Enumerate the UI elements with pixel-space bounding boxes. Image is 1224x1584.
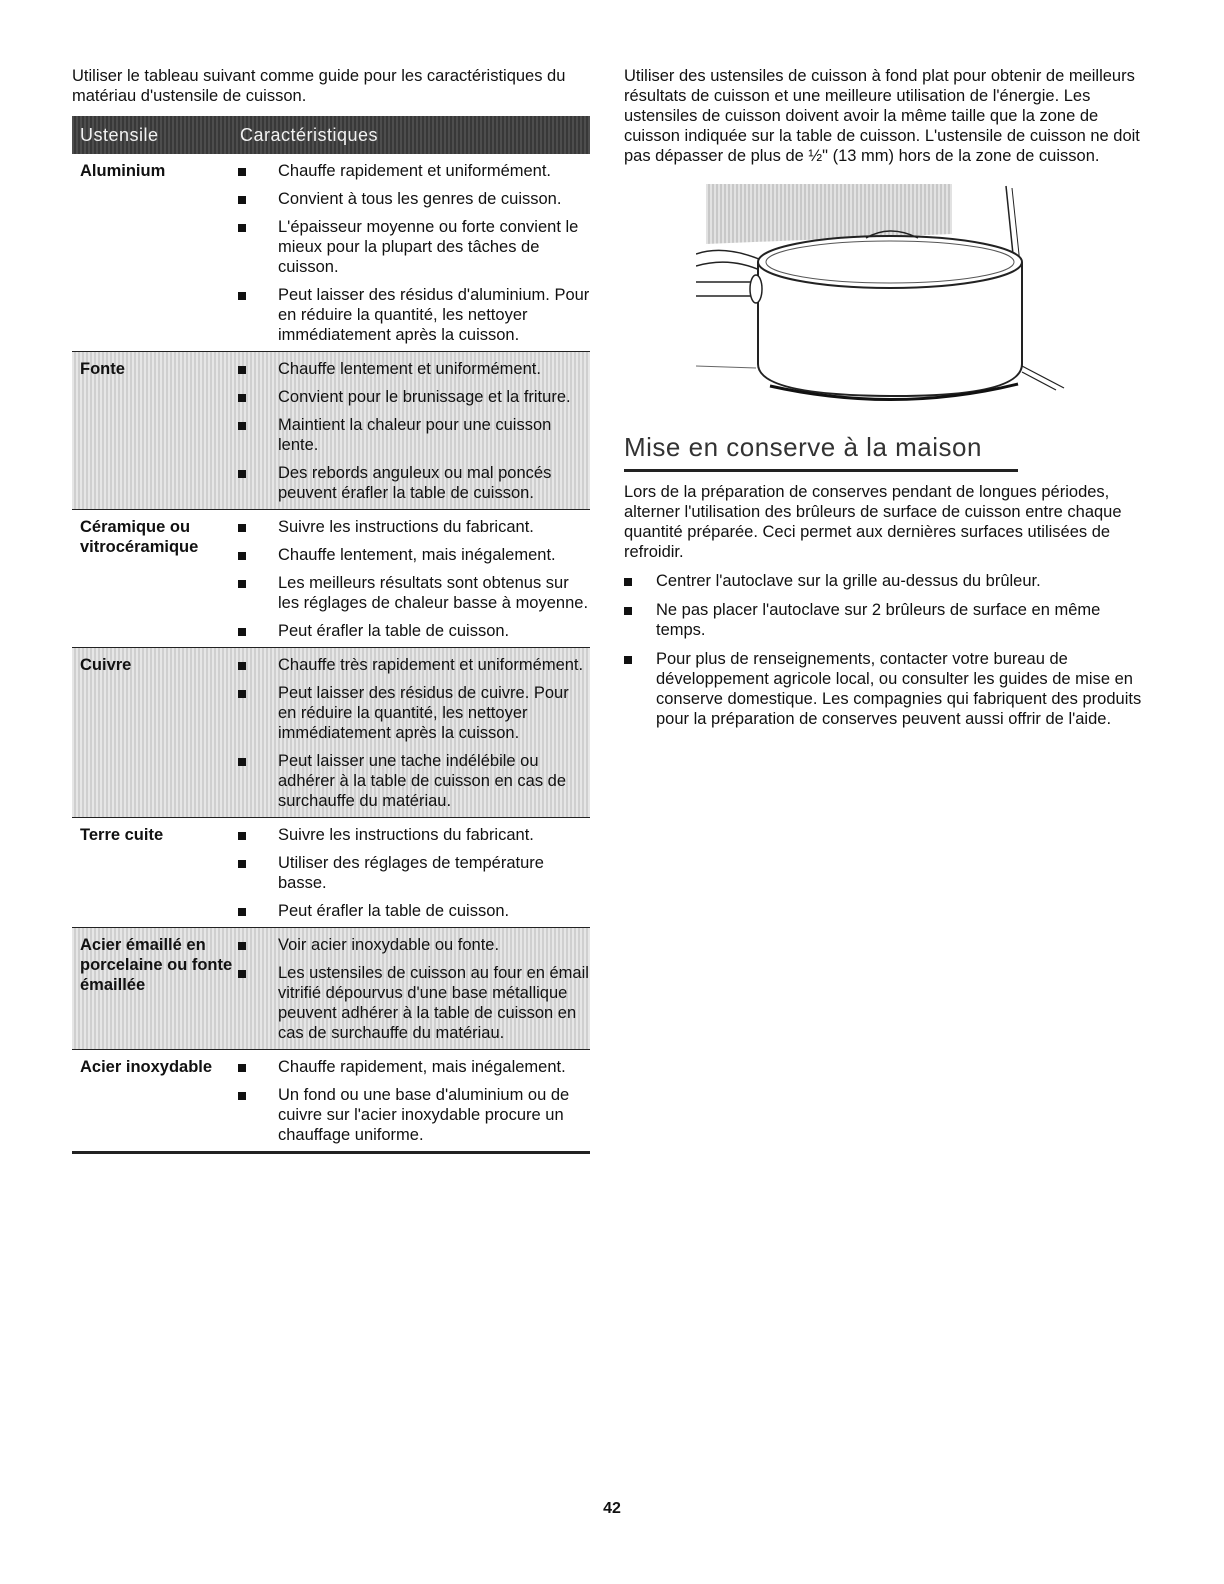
cookware-table — [72, 154, 590, 1154]
material-name: Céramique ou vitrocéramique — [80, 518, 199, 556]
bullet-square-icon — [624, 649, 656, 729]
pot-on-burner-diagram — [696, 184, 1096, 414]
material-name: Aluminium — [80, 162, 166, 180]
list-item-text: Chauffe lentement, mais inégalement. — [278, 546, 556, 564]
list-item — [238, 901, 590, 921]
bullet-square-icon — [238, 463, 278, 503]
bullet-square-icon — [238, 751, 278, 811]
list-item-text: Voir acier inoxydable ou fonte. — [278, 936, 500, 954]
list-item-text: Les ustensiles de cuisson au four en émail vitrifié dépourvus d'une base métallique peuvent adhérer à la table de cuisson en cas de surchauffe du matériau. — [278, 964, 589, 1042]
material-name: Acier émaillé en porcelaine ou fonte émaillée — [80, 936, 233, 994]
list-item-text: Suivre les instructions du fabricant. — [278, 826, 534, 844]
list-item-text: Chauffe lentement et uniformément. — [278, 360, 541, 378]
bullet-square-icon — [238, 621, 278, 641]
list-item — [238, 285, 590, 345]
table-intro: Utiliser le tableau suivant comme guide pour les caractéristiques du matériau d'ustensile de cuisson. — [72, 67, 566, 105]
bullet-square-icon — [624, 600, 656, 640]
list-item — [238, 415, 590, 455]
list-item — [238, 189, 590, 209]
table-row — [72, 928, 590, 1050]
section-title: Mise en conserve à la maison — [624, 432, 982, 462]
right-column — [624, 66, 1144, 729]
characteristics-list — [238, 517, 590, 641]
bullet-square-icon — [238, 415, 278, 455]
bullet-square-icon — [238, 825, 278, 845]
cookware-intro: Utiliser des ustensiles de cuisson à fond plat pour obtenir de meilleurs résultats de cuisson et une meilleure utilisation de l'énergie. Les ustensiles de cuisson doivent avoir la même taille que la zone de cuisson indiquée sur la table de cuisson. L'ustensile de cuisson ne doit pas dépasser de plus de ½" (13 mm) hors de la zone de cuisson. — [624, 67, 1140, 165]
characteristics-list — [238, 935, 590, 1043]
list-item-text: Chauffe rapidement, mais inégalement. — [278, 1058, 566, 1076]
bullet-square-icon — [238, 901, 278, 921]
list-item-text: Suivre les instructions du fabricant. — [278, 518, 534, 536]
list-item-text: Pour plus de renseignements, contacter votre bureau de développement agricole local, ou consulter les guides de mise en conserve domestique. Les compagnies qui fabriquent des produits pour la préparation de conserves peuvent aussi offrir de l'aide. — [656, 650, 1142, 728]
list-item-text: Peut érafler la table de cuisson. — [278, 902, 510, 920]
list-item-text: Peut laisser des résidus d'aluminium. Pour en réduire la quantité, les nettoyer immédiatement après la cuisson. — [278, 286, 590, 344]
bullet-square-icon — [624, 571, 656, 591]
list-item-text: L'épaisseur moyenne ou forte convient le mieux pour la plupart des tâches de cuisson. — [278, 218, 579, 276]
list-item — [238, 621, 590, 641]
list-item-text: Utiliser des réglages de température basse. — [278, 854, 544, 892]
list-item-text: Chauffe très rapidement et uniformément. — [278, 656, 584, 674]
list-item — [238, 683, 590, 743]
list-item — [238, 573, 590, 613]
list-item — [238, 853, 590, 893]
list-item — [624, 571, 1144, 591]
material-name: Acier inoxydable — [80, 1058, 213, 1076]
bullet-square-icon — [238, 285, 278, 345]
canning-intro: Lors de la préparation de conserves pendant de longues périodes, alterner l'utilisation des brûleurs de surface de cuisson entre chaque quantité préparée. Ceci permet aux dernières surfaces utilisées de refroidir. — [624, 483, 1122, 561]
bullet-square-icon — [238, 573, 278, 613]
list-item — [238, 963, 590, 1043]
list-item — [238, 825, 590, 845]
list-item — [238, 1057, 590, 1077]
list-item — [624, 600, 1144, 640]
list-item-text: Maintient la chaleur pour une cuisson lente. — [278, 416, 552, 454]
table-row — [72, 1050, 590, 1152]
bullet-square-icon — [238, 545, 278, 565]
material-name: Terre cuite — [80, 826, 164, 844]
table-row — [72, 510, 590, 648]
bullet-square-icon — [238, 359, 278, 379]
material-name: Fonte — [80, 360, 125, 378]
list-item-text: Un fond ou une base d'aluminium ou de cuivre sur l'acier inoxydable procure un chauffage uniforme. — [278, 1086, 570, 1144]
list-item — [238, 751, 590, 811]
list-item — [238, 935, 590, 955]
canning-bullets — [624, 571, 1144, 729]
list-item — [238, 545, 590, 565]
left-column — [72, 66, 590, 1154]
table-row — [72, 154, 590, 352]
bullet-square-icon — [238, 517, 278, 537]
list-item-text: Convient pour le brunissage et la friture. — [278, 388, 571, 406]
list-item — [238, 217, 590, 277]
table-row — [72, 818, 590, 928]
bullet-square-icon — [238, 1057, 278, 1077]
title-divider — [624, 469, 1018, 472]
list-item-text: Des rebords anguleux ou mal poncés peuvent érafler la table de cuisson. — [278, 464, 552, 502]
list-item — [238, 359, 590, 379]
list-item-text: Peut laisser une tache indélébile ou adhérer à la table de cuisson en cas de surchauffe du matériau. — [278, 752, 567, 810]
page-number: 42 — [603, 1500, 621, 1517]
list-item-text: Convient à tous les genres de cuisson. — [278, 190, 562, 208]
list-item — [238, 1085, 590, 1145]
list-item — [238, 463, 590, 503]
characteristics-list — [238, 161, 590, 345]
bullet-square-icon — [238, 935, 278, 955]
table-row — [72, 648, 590, 818]
bullet-square-icon — [238, 963, 278, 1043]
bullet-square-icon — [238, 161, 278, 181]
list-item-text: Les meilleurs résultats sont obtenus sur les réglages de chaleur basse à moyenne. — [278, 574, 589, 612]
bullet-square-icon — [238, 1085, 278, 1145]
table-row — [72, 352, 590, 510]
list-item-text: Peut érafler la table de cuisson. — [278, 622, 510, 640]
list-item-text: Chauffe rapidement et uniformément. — [278, 162, 552, 180]
characteristics-list — [238, 1057, 590, 1145]
bullet-square-icon — [238, 387, 278, 407]
characteristics-list — [238, 825, 590, 921]
list-item — [238, 517, 590, 537]
bullet-square-icon — [238, 683, 278, 743]
table-header — [72, 116, 590, 154]
bullet-square-icon — [238, 853, 278, 893]
bullet-square-icon — [238, 217, 278, 277]
list-item-text: Peut laisser des résidus de cuivre. Pour en réduire la quantité, les nettoyer immédiatement après la cuisson. — [278, 684, 569, 742]
list-item — [624, 649, 1144, 729]
list-item-text: Ne pas placer l'autoclave sur 2 brûleurs de surface en même temps. — [656, 601, 1101, 639]
header-ustensile: Ustensile — [80, 124, 159, 145]
bullet-square-icon — [238, 655, 278, 675]
bullet-square-icon — [238, 189, 278, 209]
list-item — [238, 387, 590, 407]
list-item — [238, 161, 590, 181]
characteristics-list — [238, 655, 590, 811]
list-item — [238, 655, 590, 675]
pot-illustration — [696, 184, 1096, 414]
characteristics-list — [238, 359, 590, 503]
material-name: Cuivre — [80, 656, 132, 674]
list-item-text: Centrer l'autoclave sur la grille au-dessus du brûleur. — [656, 572, 1041, 590]
header-caracteristiques: Caractéristiques — [240, 124, 379, 145]
